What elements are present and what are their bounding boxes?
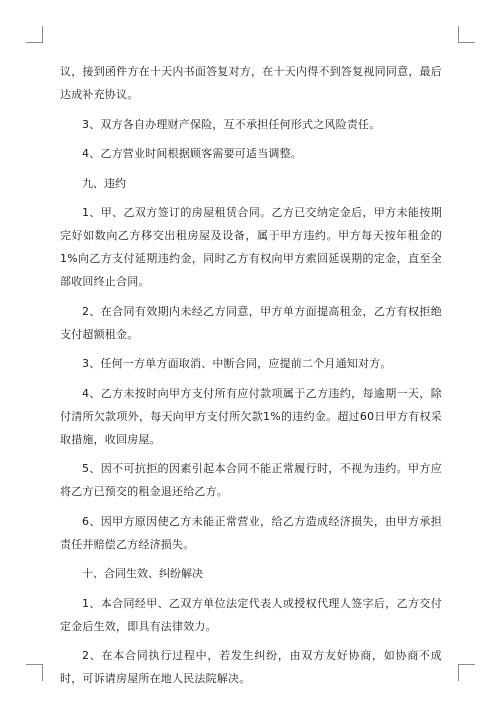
clause-paragraph: 3、任何一方单方面取消、中断合同，应提前二个月通知对方。 [82,357,392,370]
document-body [60,60,442,697]
crop-mark-top-left [26,26,43,43]
crop-mark-bottom-left [26,664,43,681]
crop-mark-top-right [458,26,475,43]
clause-paragraph: 5、因不可抗拒的因素引起本合同不能正常履行时，不视为违约。甲方应将乙方已预交的租金退还给乙方。 [60,462,442,498]
clause-paragraph: 2、在合同有效期内未经乙方同意，甲方单方面提高租金，乙方有权拒绝支付超额租金。 [60,304,442,341]
clause-paragraph: 2、在本合同执行过程中，若发生纠纷，由双方友好协商，如协商不成时，可诉请房屋所在地人民法院解决。 [60,649,442,685]
clause-paragraph: 6、因甲方原因使乙方未能正常营业，给乙方造成经济损失，由甲方承担责任并赔偿乙方经济损失。 [60,514,442,551]
crop-mark-bottom-right [458,664,475,681]
clause-paragraph: 1、甲、乙双方签订的房屋租赁合同。乙方已交纳定金后，甲方未能按期完好如数向乙方移交出租房屋及设备，属于甲方违约。甲方每天按年租金的1%向乙方支付延期违约金，同时乙方有权向甲方索回延误期的定金，直至全部收回终止合同。 [60,206,442,288]
clause-paragraph: 4、乙方未按时向甲方支付所有应付款项属于乙方违约，每逾期一天，除付清所欠款项外，每天向甲方支付所欠款1%的违约金。超过60日甲方有权采取措施，收回房屋。 [60,386,442,446]
section-heading: 九、违约 [82,176,126,190]
clause-paragraph: 4、乙方营业时间根据顾客需要可适当调整。 [82,147,302,160]
clause-paragraph: 3、双方各自办理财产保险，互不承担任何形式之风险责任。 [82,117,381,131]
clause-paragraph: 1、本合同经甲、乙双方单位法定代表人或授权代理人签字后，乙方交付定金后生效，即具有法律效力。 [60,596,442,633]
paragraph-continued: 议，接到函件方在十天内书面答复对方，在十天内得不到答复视同同意，最后达成补充协议。 [60,65,442,101]
section-heading: 十、合同生效、纠纷解决 [82,567,203,580]
